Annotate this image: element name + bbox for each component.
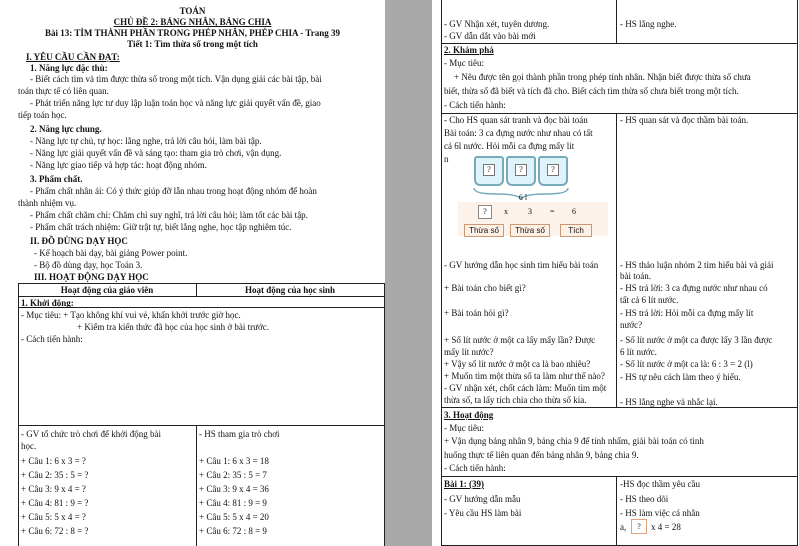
body-text: 6 lít nước.: [620, 347, 657, 357]
answer-item: + Câu 1: 6 x 3 = 18: [199, 456, 269, 466]
body-text: - Mục tiêu: + Tạo không khí vui vẻ, khấn khởi trước giờ học.: [21, 310, 241, 320]
document-page-left: [0, 0, 385, 546]
answer-item: + Câu 2: 35 : 5 = 7: [199, 470, 267, 480]
body-text: - HS theo dõi: [620, 494, 669, 504]
body-text: + Bài toán cho biết gì?: [444, 283, 526, 293]
body-text: - GV Nhận xét, tuyên dương.: [444, 19, 550, 29]
body-text: - HS quan sát và đọc thầm bài toán.: [620, 115, 749, 125]
body-text: - Số lít nước ở một ca là: 6 : 3 = 2 (l): [620, 359, 753, 369]
subsection-heading: 2. Năng lực chung.: [30, 124, 102, 134]
body-text: - Yêu cầu HS làm bài: [444, 508, 522, 518]
body-text: - GV hướng dẫn mẫu: [444, 494, 521, 504]
section-heading: II. ĐỒ DÙNG DẠY HỌC: [30, 236, 128, 246]
jar-icon: ?: [474, 156, 504, 186]
question-item: + Câu 2: 35 : 5 = ?: [21, 470, 89, 480]
equation-equals: =: [550, 207, 555, 216]
equation-unknown: ?: [478, 205, 492, 219]
body-text: - HS làm việc cá nhân: [620, 508, 700, 518]
question-item: + Câu 4: 81 : 9 = ?: [21, 498, 89, 508]
body-text: - Cách tiến hành:: [444, 463, 506, 473]
subsection-heading: 3. Phẩm chất.: [30, 174, 83, 184]
body-text: - Mục tiêu:: [444, 423, 484, 433]
body-text: thừa số, ta lấy tích chia cho thừa số kia.: [444, 395, 587, 405]
body-text: nước?: [620, 320, 643, 330]
body-text: biết, thừa số đã biết và tích đã cho. Biết cách tìm thừa số chưa biết trong một tích.: [444, 86, 739, 96]
answer-item: + Câu 3: 9 x 4 = 36: [199, 484, 269, 494]
body-text: học.: [21, 441, 37, 451]
body-text: -HS đọc thầm yêu cầu: [620, 479, 700, 489]
body-text: - HS lắng nghe và nhắc lại.: [620, 397, 718, 407]
body-text: - Cho HS quan sát tranh và đọc bài toán: [444, 115, 588, 125]
question-item: + Câu 6: 72 : 8 = ?: [21, 526, 89, 536]
body-text: thành nhiệm vụ.: [18, 198, 77, 208]
body-text: - Cách tiến hành:: [21, 334, 83, 344]
body-text: + Kiểm tra kiến thức đã học của học sinh ở bài trước.: [77, 322, 270, 332]
topic-title: CHỦ ĐỀ 2: BẢNG NHÂN, BẢNG CHIA: [113, 17, 272, 27]
body-text: - Phẩm chất trách nhiệm: Giữ trật tự, biết lắng nghe, học tập nghiêm túc.: [30, 222, 292, 232]
body-text: - Biết cách tìm và tìm được thừa số trong một tích. Vận dụng giải các bài tập, bài: [30, 74, 322, 84]
product-label: Tích: [560, 224, 592, 237]
body-text: tất cả 6 lít nước.: [620, 295, 679, 305]
body-text: cả 6l nước. Hỏi mỗi ca đựng mấy lít: [444, 141, 575, 151]
body-text: + Bài toán hỏi gì?: [444, 308, 509, 318]
body-text: n: [444, 154, 449, 164]
body-text: - Kế hoạch bài dạy, bài giảng Power point.: [34, 248, 188, 258]
subsection-heading: 1. Năng lực đặc thù:: [30, 63, 108, 73]
table-header-student: Hoạt động của học sinh: [244, 285, 336, 295]
table-header-teacher: Hoạt động của giáo viên: [60, 285, 154, 295]
exercise-equation: x 4 = 28: [651, 522, 681, 532]
body-text: tiếp toán học.: [18, 110, 67, 120]
body-text: - HS tự nêu cách làm theo ý hiểu.: [620, 372, 741, 382]
body-text: - Phát triển năng lực tư duy lập luận toán học và năng lực giải quyết vấn đề, giao: [30, 98, 321, 108]
document-page-right: [432, 0, 799, 546]
body-text: - Phẩm chất chăm chỉ: Chăm chỉ suy nghĩ, trả lời câu hỏi; làm tốt các bài tập.: [30, 210, 308, 220]
body-text: Bài toán: 3 ca đựng nước như nhau có tất: [444, 128, 593, 138]
lesson-title: Bài 13: TÌM THÀNH PHẦN TRONG PHÉP NHÂN, PHÉP CHIA - Trang 39: [45, 28, 340, 38]
question-item: + Câu 5: 5 x 4 = ?: [21, 512, 86, 522]
exercise-label: a,: [620, 522, 627, 532]
equation-factor: 3: [528, 207, 532, 216]
body-text: - Cách tiến hành:: [444, 100, 506, 110]
activity-heading: 3. Hoạt động: [444, 410, 494, 420]
body-text: - Năng lực giao tiếp và hợp tác: hoạt động nhóm.: [30, 160, 207, 170]
body-text: huống thực tế liên quan đến bảng nhân 9, bảng chia 9.: [444, 450, 639, 460]
body-text: - HS trả lời: 3 ca đựng nước như nhau có: [620, 283, 768, 293]
body-text: toán thực tế có liên quan.: [18, 86, 109, 96]
equation-product: 6: [572, 207, 576, 216]
body-text: + Nêu được tên gọi thành phần trong phép tính nhân. Nhận biết được thừa số chưa: [454, 72, 751, 82]
body-text: - HS lắng nghe.: [620, 19, 677, 29]
subject-title: TOÁN: [179, 6, 206, 16]
body-text: + Vận dụng bảng nhân 9, bảng chia 9 để tính nhẩm, giải bài toán có tình: [444, 436, 704, 446]
question-item: + Câu 1: 6 x 3 = ?: [21, 456, 86, 466]
body-text: - Mục tiêu:: [444, 58, 484, 68]
body-text: - GV tổ chức trò chơi để khởi động bài: [21, 429, 161, 439]
body-text: - HS thảo luận nhóm 2 tìm hiểu bài và giải: [620, 260, 774, 270]
answer-item: + Câu 6: 72 : 8 = 9: [199, 526, 267, 536]
body-text: - HS trả lời: Hỏi mỗi ca đựng mấy lít: [620, 308, 754, 318]
body-text: bài toán.: [620, 271, 651, 281]
question-item: + Câu 3: 9 x 4 = ?: [21, 484, 86, 494]
body-text: - Năng lực giải quyết vấn đề và sáng tạo: tham gia trò chơi, vận dụng.: [30, 148, 282, 158]
section-heading: III. HOẠT ĐỘNG DẠY HỌC: [34, 272, 149, 282]
jar-icon: ?: [506, 156, 536, 186]
period-title: Tiết 1: Tìm thừa số trong một tích: [127, 39, 258, 49]
water-jars-illustration: [458, 150, 608, 240]
body-text: - Năng lực tự chủ, tự học: lắng nghe, trả lời câu hỏi, làm bài tập.: [30, 136, 262, 146]
factor-label: Thừa số: [464, 224, 504, 237]
factor-label: Thừa số: [510, 224, 550, 237]
total-volume-label: 6 l: [518, 193, 528, 202]
body-text: - GV hướng dẫn học sinh tìm hiểu bài toán: [444, 260, 599, 270]
answer-box: ?: [631, 519, 647, 534]
body-text: - GV nhận xét, chốt cách làm: Muốn tìm một: [444, 383, 607, 393]
jar-icon: ?: [538, 156, 568, 186]
body-text: mấy lít nước?: [444, 347, 494, 357]
activity-heading: 2. Khám phá: [444, 45, 494, 55]
activity-heading: 1. Khởi động:: [21, 298, 74, 308]
body-text: - HS tham gia trò chơi: [199, 429, 280, 439]
body-text: + Muốn tìm một thừa số ta làm như thế nào?: [444, 371, 605, 381]
body-text: + Vậy số lít nước ở một ca là bao nhiêu?: [444, 359, 591, 369]
exercise-heading: Bài 1: (39): [444, 479, 484, 489]
body-text: - GV dẫn dắt vào bài mới: [444, 31, 536, 41]
equation-operator: x: [504, 207, 508, 216]
answer-item: + Câu 5: 5 x 4 = 20: [199, 512, 269, 522]
answer-item: + Câu 4: 81 : 9 = 9: [199, 498, 267, 508]
body-text: - Bộ đồ dùng dạy, học Toán 3.: [34, 260, 143, 270]
body-text: - Số lít nước ở một ca được lấy 3 lần được: [620, 335, 773, 345]
body-text: + Số lít nước ở một ca lấy mấy lần? Được: [444, 335, 596, 345]
section-heading: I. YÊU CẦU CẦN ĐẠT:: [26, 52, 120, 62]
body-text: - Phẩm chất nhân ái: Có ý thức giúp đỡ lẫn nhau trong hoạt động nhóm để hoàn: [30, 186, 317, 196]
